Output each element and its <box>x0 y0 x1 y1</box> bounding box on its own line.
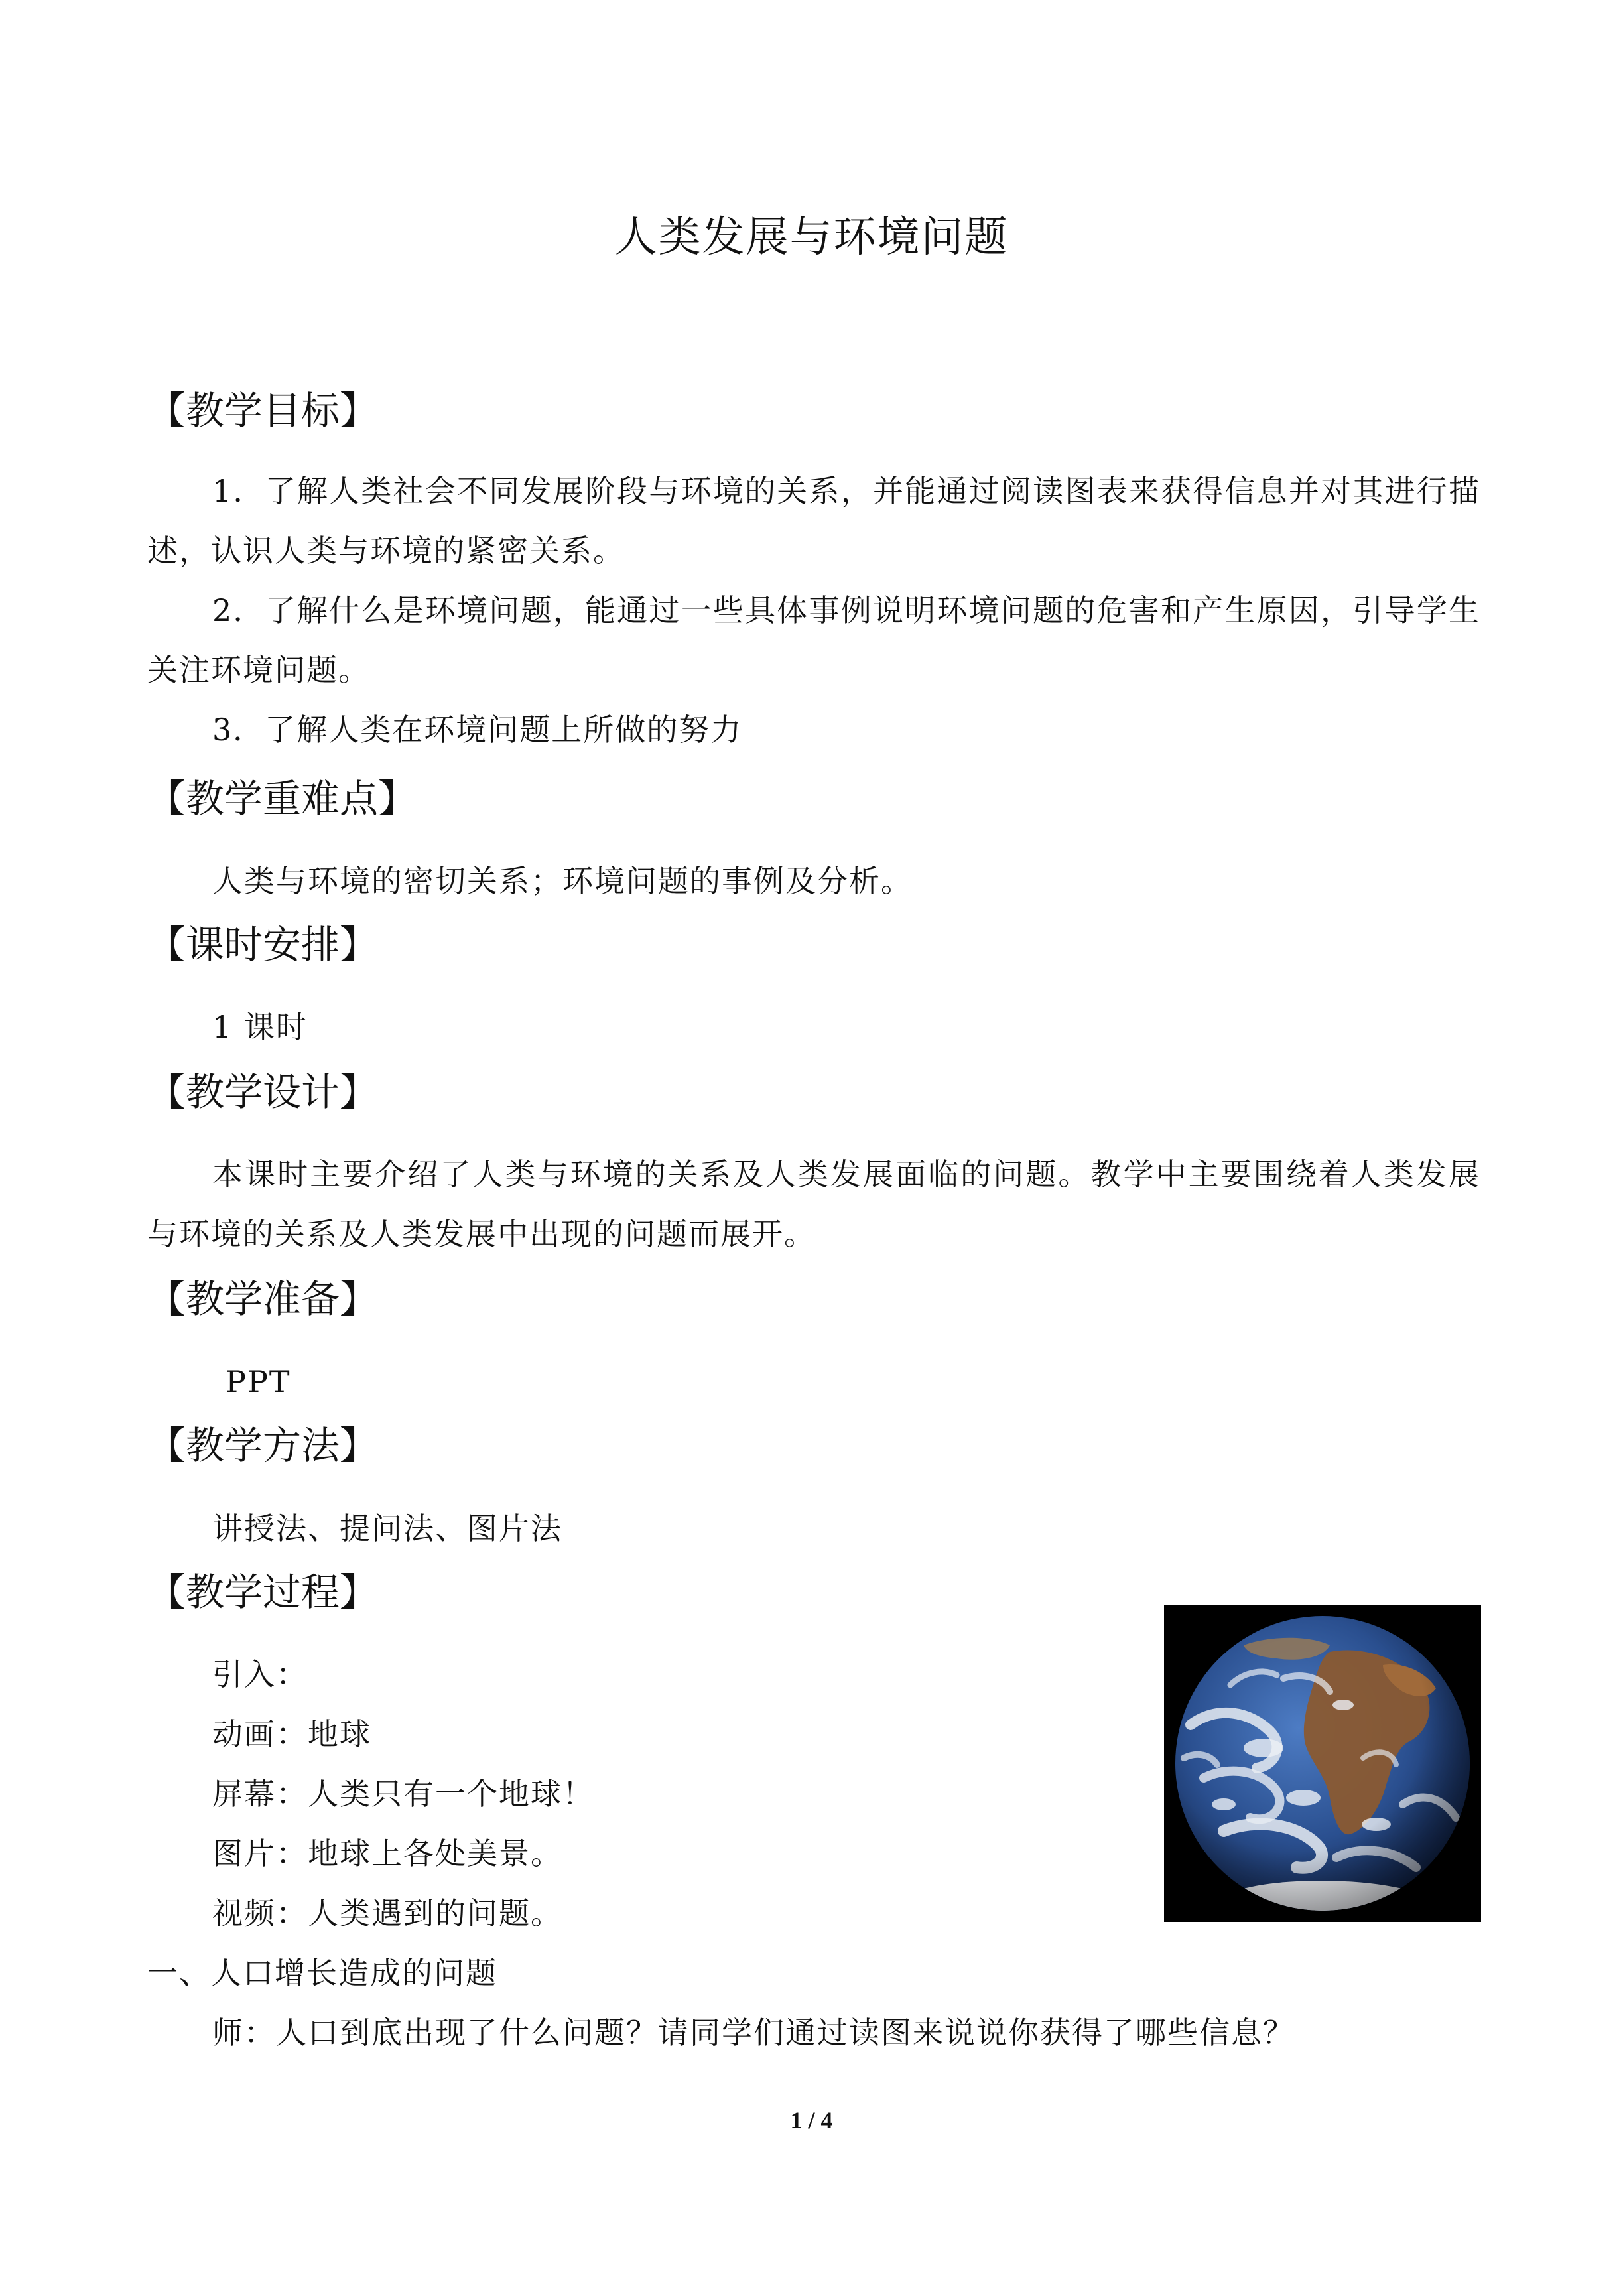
schedule-text: 1 课时 <box>212 1009 308 1045</box>
section-heading-key-points: 【教学重难点】 <box>147 776 417 821</box>
earth-icon <box>1164 1605 1481 1922</box>
section-heading-process: 【教学过程】 <box>147 1570 379 1615</box>
process-subheading-population: 一、人口增长造成的问题 <box>147 1955 497 1991</box>
process-line-pictures: 图片：地球上各处美景。 <box>212 1836 562 1871</box>
section-heading-objectives: 【教学目标】 <box>147 388 379 433</box>
preparation-text: PPT <box>226 1364 291 1400</box>
earth-photo <box>1164 1605 1481 1922</box>
process-teacher-question: 师：人口到底出现了什么问题？请同学们通过读图来说说你获得了哪些信息？ <box>212 2015 1295 2051</box>
process-line-video: 视频：人类遇到的问题。 <box>212 1895 562 1931</box>
process-line-animation: 动画：地球 <box>212 1716 371 1752</box>
page-title: 人类发展与环境问题 <box>614 213 1009 262</box>
key-points-text: 人类与环境的密切关系；环境问题的事例及分析。 <box>212 863 913 899</box>
objective-item-1: 1．了解人类社会不同发展阶段与环境的关系，并能通过阅读图表来获得信息并对其进行描述，认识人类与环境的紧密关系。 <box>147 473 1480 569</box>
objective-item-3: 3．了解人类在环境问题上所做的努力 <box>212 712 743 748</box>
section-heading-schedule: 【课时安排】 <box>147 922 379 967</box>
section-heading-methods: 【教学方法】 <box>147 1423 379 1468</box>
methods-text: 讲授法、提问法、图片法 <box>212 1511 562 1546</box>
page-number: 1 / 4 <box>790 2107 833 2133</box>
process-line-intro: 引入： <box>212 1656 308 1692</box>
process-line-screen: 屏幕：人类只有一个地球！ <box>212 1776 594 1812</box>
section-heading-design: 【教学设计】 <box>147 1069 379 1114</box>
objective-item-2: 2．了解什么是环境问题，能通过一些具体事例说明环境问题的危害和产生原因，引导学生关注环境问题。 <box>147 592 1480 688</box>
section-heading-preparation: 【教学准备】 <box>147 1276 379 1321</box>
design-text: 本课时主要介绍了人类与环境的关系及人类发展面临的问题。教学中主要围绕着人类发展与环境的关系及人类发展中出现的问题而展开。 <box>147 1156 1480 1252</box>
